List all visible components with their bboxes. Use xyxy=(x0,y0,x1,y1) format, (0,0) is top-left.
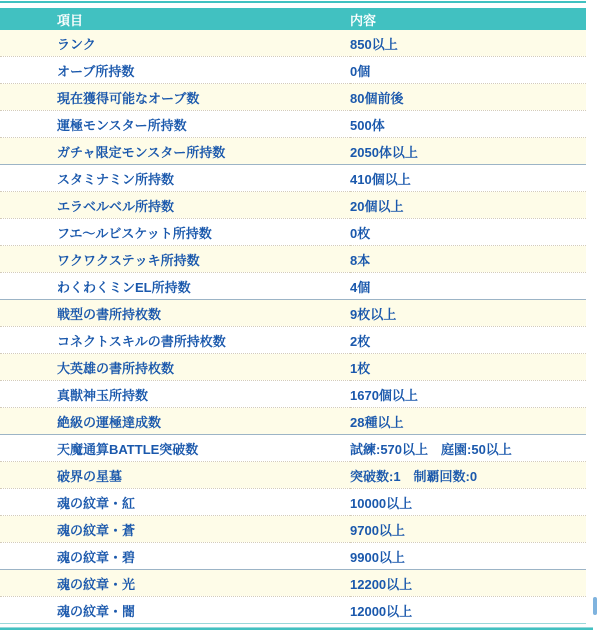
item-cell: エラベルベル所持数 xyxy=(57,198,175,214)
item-cell: 戦型の書所持枚数 xyxy=(57,306,162,322)
value-cell: 28種以上 xyxy=(350,414,404,430)
value-cell: 1枚 xyxy=(350,360,371,376)
col-header-item: 項目 xyxy=(0,8,350,30)
table-row xyxy=(0,165,586,192)
item-cell: 運極モンスター所持数 xyxy=(57,117,187,133)
value-cell: 9700以上 xyxy=(350,522,405,538)
item-cell: 真獣神玉所持数 xyxy=(57,387,149,403)
col-header-value: 内容 xyxy=(350,8,586,30)
table-row xyxy=(0,246,586,273)
table-row xyxy=(0,381,586,408)
item-cell: わくわくミンEL所持数 xyxy=(57,279,191,295)
item-cell: 天魔通算BATTLE突破数 xyxy=(57,441,199,457)
value-cell: 0個 xyxy=(350,63,371,79)
value-cell: 12000以上 xyxy=(350,603,413,619)
item-cell: 絶級の運極達成数 xyxy=(57,414,162,430)
table-row xyxy=(0,273,586,300)
item-cell: 大英雄の書所持枚数 xyxy=(57,360,175,376)
item-cell: 魂の紋章・光 xyxy=(57,576,136,592)
item-cell: フエ〜ルビスケット所持数 xyxy=(57,225,212,241)
value-cell: 突破数:1 制覇回数:0 xyxy=(350,468,478,484)
table-row xyxy=(0,30,586,57)
value-cell: 9900以上 xyxy=(350,549,405,565)
item-cell: 魂の紋章・碧 xyxy=(57,549,136,565)
value-cell: 8本 xyxy=(350,252,371,268)
table-row xyxy=(0,597,586,624)
value-cell: 10000以上 xyxy=(350,495,413,511)
stats-table xyxy=(0,8,586,624)
item-cell: スタミナミン所持数 xyxy=(57,171,175,187)
table-row xyxy=(0,408,586,435)
table-row xyxy=(0,516,586,543)
item-cell: コネクトスキルの書所持枚数 xyxy=(57,333,226,349)
item-cell: ランク xyxy=(57,36,96,52)
item-cell: 魂の紋章・蒼 xyxy=(57,522,136,538)
value-cell: 20個以上 xyxy=(350,198,404,214)
table-row xyxy=(0,570,586,597)
value-cell: 80個前後 xyxy=(350,90,404,106)
item-cell: オーブ所持数 xyxy=(57,63,135,79)
item-cell: ガチャ限定モンスター所持数 xyxy=(57,144,226,160)
table-row xyxy=(0,435,586,462)
value-cell: 850以上 xyxy=(350,36,398,52)
table-body xyxy=(0,30,586,624)
value-cell: 1670個以上 xyxy=(350,387,418,403)
item-cell: 破界の星墓 xyxy=(57,468,123,484)
item-cell: ワクワクステッキ所持数 xyxy=(57,252,200,268)
value-cell: 2枚 xyxy=(350,333,371,349)
table-row xyxy=(0,300,586,327)
table-row xyxy=(0,327,586,354)
value-cell: 410個以上 xyxy=(350,171,411,187)
value-cell: 9枚以上 xyxy=(350,306,397,322)
table-row xyxy=(0,489,586,516)
value-cell: 試練:570以上 庭園:50以上 xyxy=(350,441,512,457)
item-cell: 現在獲得可能なオーブ数 xyxy=(57,90,200,106)
value-cell: 0枚 xyxy=(350,225,371,241)
table-row xyxy=(0,192,586,219)
table-row xyxy=(0,138,586,165)
table-row xyxy=(0,84,586,111)
value-cell: 12200以上 xyxy=(350,576,413,592)
table-row xyxy=(0,219,586,246)
item-cell: 魂の紋章・闇 xyxy=(57,603,136,619)
top-rule xyxy=(0,1,586,3)
table-header-row xyxy=(0,8,586,30)
value-cell: 4個 xyxy=(350,279,371,295)
table-row xyxy=(0,543,586,570)
value-cell: 500体 xyxy=(350,117,385,133)
table-row xyxy=(0,57,586,84)
table-row xyxy=(0,111,586,138)
table-row xyxy=(0,462,586,489)
table-row xyxy=(0,354,586,381)
scrollbar-thumb[interactable] xyxy=(593,597,597,615)
item-cell: 魂の紋章・紅 xyxy=(57,495,136,511)
value-cell: 2050体以上 xyxy=(350,144,418,160)
